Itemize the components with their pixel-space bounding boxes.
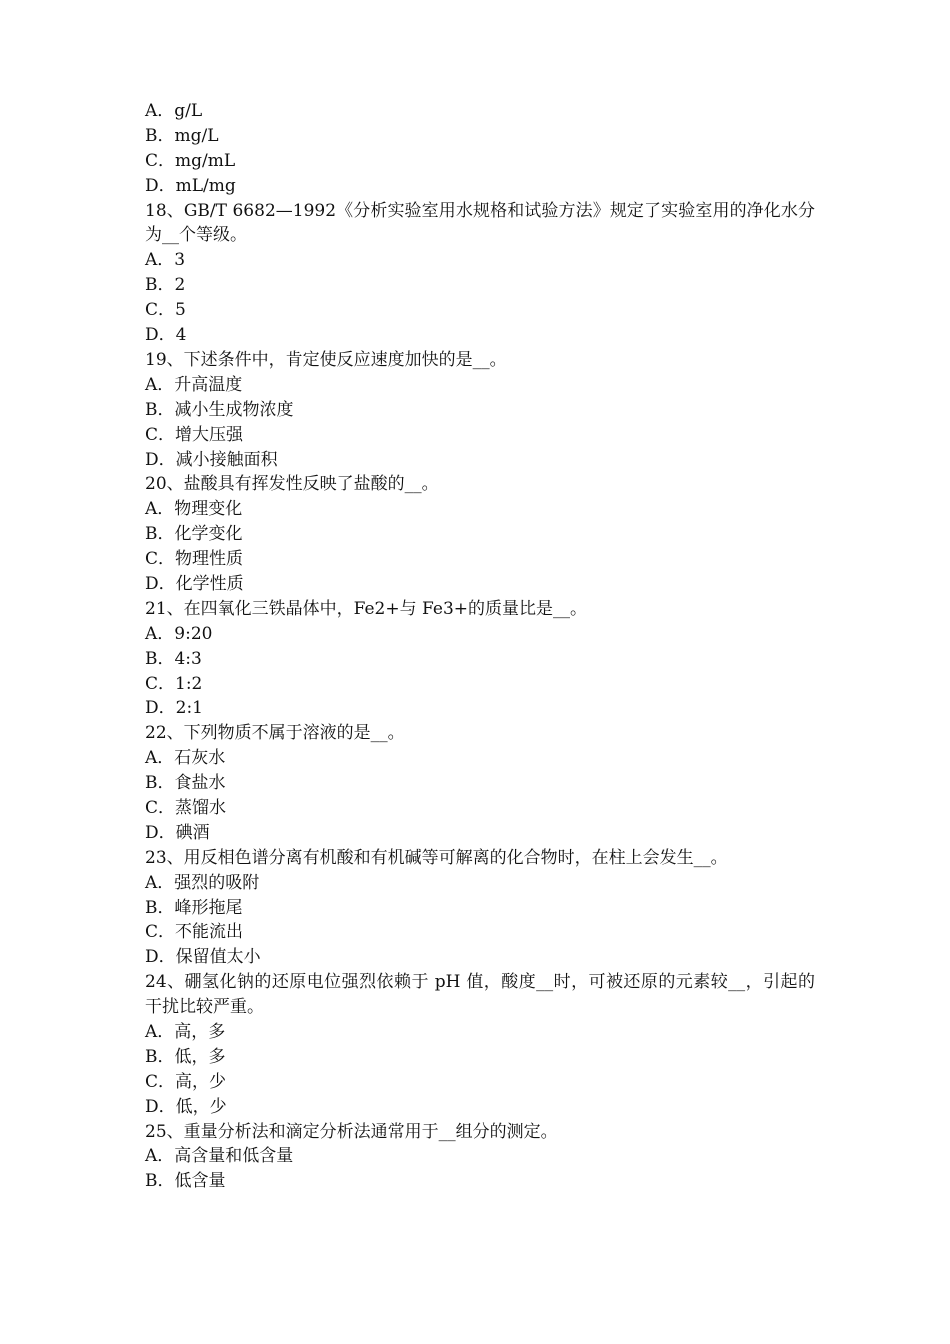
option-line: B．低，多 [145, 1046, 226, 1067]
option-line: B．减小生成物浓度 [145, 399, 294, 420]
option-line: B．峰形拖尾 [145, 897, 243, 918]
option-line: B．食盐水 [145, 773, 226, 794]
option-line: B．2 [145, 275, 186, 296]
question-23: 23、用反相色谱分离有机酸和有机碱等可解离的化合物时，在柱上会发生__。 [145, 847, 728, 868]
document-page [145, 99, 815, 1194]
option-line: A．g/L [145, 101, 203, 121]
option-line: A．强烈的吸附 [145, 872, 260, 893]
question-25: 25、重量分析法和滴定分析法通常用于__组分的测定。 [145, 1121, 558, 1142]
option-line: C．高，少 [145, 1071, 227, 1092]
option-line: A．9:20 [145, 623, 213, 644]
option-line: A．高含量和低含量 [145, 1146, 294, 1167]
option-line: B．化学变化 [145, 524, 243, 545]
option-line: A．石灰水 [145, 748, 226, 769]
option-line: B．低含量 [145, 1171, 226, 1192]
option-line: C．mg/mL [145, 150, 236, 171]
option-line: A．升高温度 [145, 374, 243, 395]
question-24: 24、硼氢化钠的还原电位强烈依赖于 pH 值，酸度__时，可被还原的元素较__，引起的干扰比较严重。 [145, 972, 815, 1018]
option-line: A．物理变化 [145, 499, 243, 520]
option-line: C．5 [145, 300, 186, 321]
question-22: 22、下列物质不属于溶液的是__。 [145, 723, 405, 744]
question-21: 21、在四氧化三铁晶体中，Fe2+与 Fe3+的质量比是__。 [145, 598, 588, 619]
option-line: D．2:1 [145, 698, 203, 719]
option-line: B．mg/L [145, 125, 219, 146]
option-line: D．碘酒 [145, 822, 210, 843]
option-line: C．1:2 [145, 673, 203, 694]
option-line: D．保留值太小 [145, 947, 261, 968]
option-line: D．4 [145, 325, 187, 346]
option-line: D．减小接触面积 [145, 449, 278, 470]
option-line: D．mL/mg [145, 175, 236, 196]
option-line: B．4:3 [145, 648, 202, 669]
option-line: C．蒸馏水 [145, 797, 227, 818]
question-19: 19、下述条件中，肯定使反应速度加快的是__。 [145, 349, 507, 370]
option-line: A．高，多 [145, 1022, 226, 1043]
option-line: D．低，少 [145, 1096, 227, 1117]
option-line: C．物理性质 [145, 549, 244, 570]
option-line: C．不能流出 [145, 922, 244, 943]
option-line: C．增大压强 [145, 424, 244, 445]
option-line: A．3 [145, 250, 186, 271]
question-18: 18、GB/T 6682—1992《分析实验室用水规格和试验方法》规定了实验室用的净化水分为__个等级。 [145, 200, 815, 246]
option-line: D．化学性质 [145, 573, 244, 594]
question-20: 20、盐酸具有挥发性反映了盐酸的__。 [145, 474, 439, 495]
